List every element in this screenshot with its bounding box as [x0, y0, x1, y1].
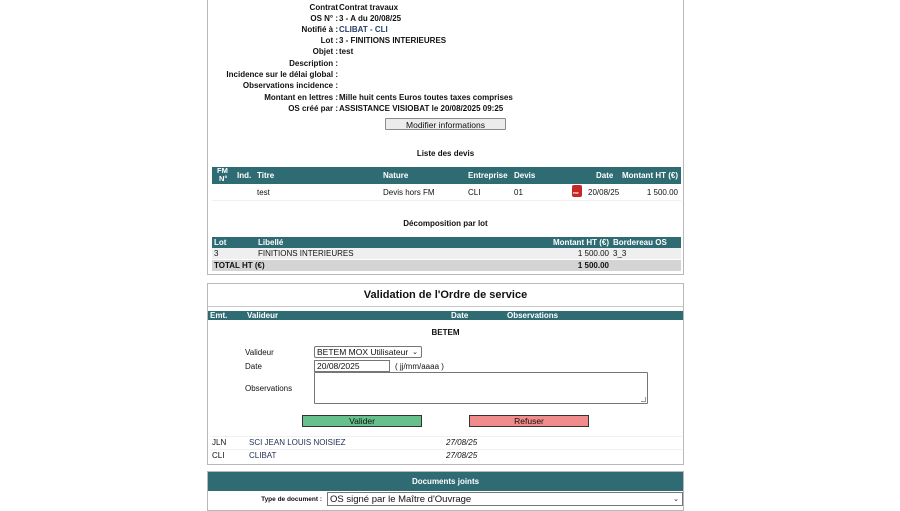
info-row — [208, 13, 683, 24]
info-label: Observations incidence : — [242, 81, 338, 90]
row-valideur: SCI JEAN LOUIS NOISIEZ — [249, 438, 346, 447]
col-fm: FM — [217, 166, 228, 175]
col-bordereau: Bordereau OS — [613, 238, 667, 247]
info-value: test — [339, 47, 354, 56]
decomposition-title: Décomposition par lot — [403, 219, 488, 228]
validation-title: Validation de l'Ordre de service — [363, 289, 528, 301]
devis-nature: Devis hors FM — [383, 188, 435, 197]
devis-table-header — [212, 167, 681, 184]
devis-row[interactable] — [212, 186, 681, 201]
info-value: 3 - FINITIONS INTERIEURES — [339, 36, 447, 45]
documents-panel — [207, 471, 684, 511]
devis-list-title: Liste des devis — [416, 149, 475, 158]
validation-group: BETEM — [431, 328, 460, 337]
document-type-select[interactable] — [327, 492, 683, 506]
info-row — [208, 2, 683, 13]
col-observations: Observations — [507, 311, 559, 320]
info-label: OS créé par : — [288, 104, 338, 113]
decomposition-total-row — [212, 260, 681, 271]
decomposition-row — [212, 248, 681, 259]
info-row — [208, 69, 683, 80]
total-label: TOTAL HT (€) — [214, 261, 265, 270]
col-lot: Lot — [214, 238, 227, 247]
info-label: Incidence sur le délai global : — [226, 70, 338, 79]
col-devis: Devis — [514, 171, 536, 180]
valideur-label: Valideur — [245, 348, 274, 357]
info-value: ASSISTANCE VISIOBAT le 20/08/2025 09:25 — [339, 104, 504, 113]
divider — [208, 306, 683, 307]
info-label: Notifié à : — [301, 25, 338, 34]
date-input[interactable]: 20/08/2025 — [314, 360, 390, 372]
refuser-button[interactable]: Refuser — [469, 415, 589, 427]
valideur-select[interactable] — [314, 346, 422, 358]
modify-info-button[interactable]: Modifier informations — [385, 118, 506, 130]
lot-number: 3 — [214, 249, 219, 258]
info-row — [208, 46, 683, 57]
chevron-down-icon: ⌄ — [673, 496, 679, 503]
col-montant: Montant HT (€) — [622, 171, 678, 180]
documents-title: Documents joints — [208, 472, 683, 491]
observations-label: Observations — [245, 384, 293, 393]
col-libelle: Libellé — [258, 238, 284, 247]
chevron-down-icon: ⌄ — [412, 349, 418, 356]
col-montant-ht: Montant HT (€) — [553, 238, 609, 247]
row-valideur: CLIBAT — [249, 451, 277, 460]
devis-titre[interactable]: test — [257, 188, 270, 197]
col-date: Date — [451, 311, 469, 320]
info-label: Description : — [289, 59, 338, 68]
document-type-value: OS signé par le Maître d'Ouvrage — [330, 494, 472, 505]
resize-handle-icon[interactable] — [641, 397, 646, 402]
info-value: Mille huit cents Euros toutes taxes comprises — [339, 93, 513, 102]
validation-row — [210, 436, 682, 449]
col-date: Date — [596, 171, 614, 180]
valider-button[interactable]: Valider — [302, 415, 422, 427]
total-montant: 1 500.00 — [577, 261, 609, 270]
info-row — [208, 80, 683, 91]
devis-entreprise: CLI — [468, 188, 481, 197]
lot-bordereau: 3_3 — [613, 249, 627, 258]
col-ind: Ind. — [237, 171, 252, 180]
info-row — [208, 103, 683, 114]
pdf-icon[interactable] — [572, 185, 582, 197]
valideur-value: BETEM MOX Utilisateur — [317, 347, 409, 357]
info-label: Montant en lettres : — [264, 93, 338, 102]
info-row — [208, 35, 683, 46]
validation-panel — [207, 283, 684, 465]
date-label: Date — [245, 362, 262, 371]
col-nature: Nature — [383, 171, 409, 180]
lot-libelle: FINITIONS INTERIEURES — [258, 249, 354, 258]
date-format-hint: ( jj/mm/aaaa ) — [395, 362, 444, 371]
devis-date: 20/08/25 — [588, 188, 620, 197]
lot-montant: 1 500.00 — [577, 249, 609, 258]
document-type-label: Type de document : — [261, 496, 322, 503]
info-label: Objet : — [312, 47, 338, 56]
decomposition-table-header — [212, 237, 681, 248]
os-details-panel — [207, 0, 684, 275]
validation-row — [210, 449, 682, 462]
info-label: Contrat — [309, 3, 338, 12]
info-value[interactable]: CLIBAT - CLI — [339, 25, 388, 34]
info-value: Contrat travaux — [339, 3, 399, 12]
observations-textarea[interactable] — [314, 372, 648, 404]
info-label: Lot : — [320, 36, 338, 45]
info-row — [208, 58, 683, 69]
row-emt: CLI — [212, 451, 225, 460]
col-valideur: Valideur — [247, 311, 279, 320]
info-row — [208, 92, 683, 103]
col-entreprise: Entreprise — [468, 171, 508, 180]
col-titre: Titre — [257, 171, 275, 180]
info-value: 3 - A du 20/08/25 — [339, 14, 402, 23]
col-fm-n: N° — [219, 174, 228, 183]
devis-montant: 1 500.00 — [646, 188, 678, 197]
row-date: 27/08/25 — [446, 438, 478, 447]
devis-numero: 01 — [514, 188, 523, 197]
row-emt: JLN — [212, 438, 227, 447]
validation-table-header — [208, 311, 683, 320]
col-emt: Emt. — [210, 311, 228, 320]
info-label: OS N° : — [310, 14, 338, 23]
info-row — [208, 24, 683, 35]
row-date: 27/08/25 — [446, 451, 478, 460]
